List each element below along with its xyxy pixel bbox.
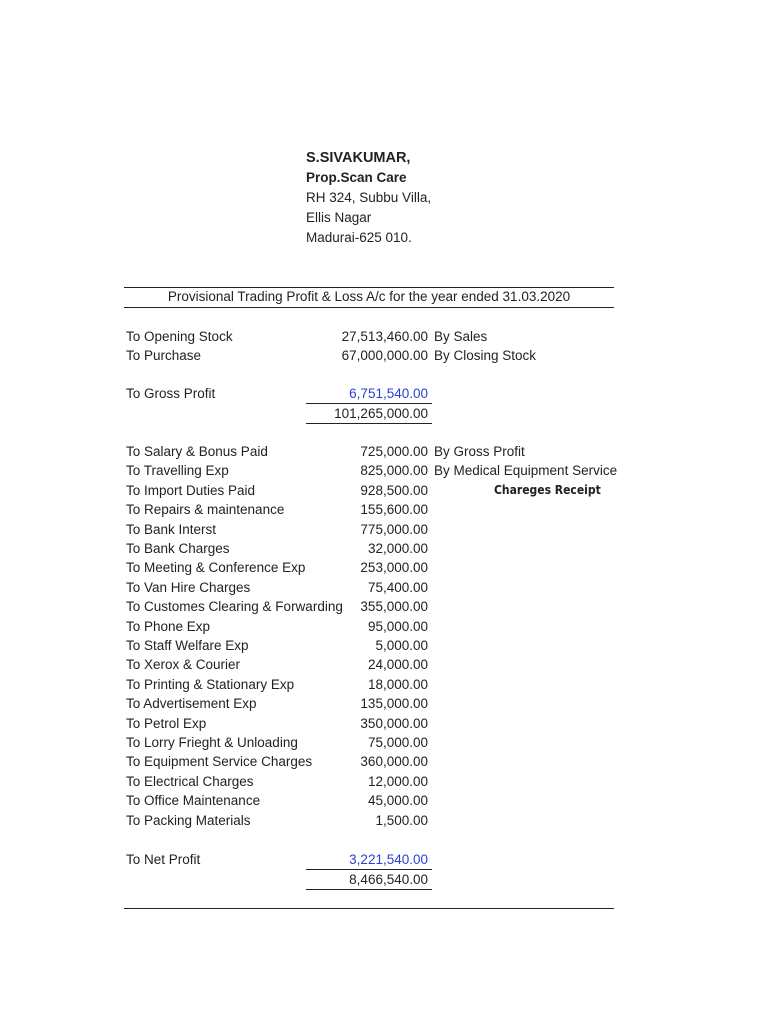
table-row [0,578,768,597]
title-top-rule [124,287,614,288]
table-row [0,327,768,346]
debit-label: To Import Duties Paid [126,483,256,498]
debit-amount: 135,000.00 [360,696,428,711]
table-row [0,481,768,500]
table-row [0,442,768,461]
debit-amount: 95,000.00 [367,619,428,634]
table-row [0,694,768,713]
debit-label: To Lorry Frieght & Unloading [126,735,298,750]
debit-amount: 32,000.00 [367,541,428,556]
table-row [0,520,768,539]
debit-label: To Bank Charges [126,541,230,556]
debit-amount: 75,400.00 [367,580,428,595]
debit-amount: 360,000.00 [360,754,428,769]
debit-amount: 67,000,000.00 [341,348,428,363]
debit-amount: 155,600.00 [360,502,428,517]
debit-label: To Salary & Bonus Paid [126,444,268,459]
credit-label: By Sales [434,329,488,344]
trading-total-row [0,404,768,423]
credit-label: By Medical Equipment Service [434,463,618,478]
footer-rule [124,908,614,909]
table-row [0,752,768,771]
debit-label: To Equipment Service Charges [126,754,313,769]
debit-label: To Van Hire Charges [126,580,251,595]
table-row [0,675,768,694]
table-row [0,597,768,616]
firm-name: Prop.Scan Care [306,170,407,185]
debit-label: To Meeting & Conference Exp [126,560,306,575]
gross-profit-amount: 6,751,540.00 [349,386,428,401]
debit-amount: 725,000.00 [360,444,428,459]
address-line-2: Ellis Nagar [306,210,372,225]
debit-amount: 45,000.00 [367,793,428,808]
table-row [0,539,768,558]
table-row [0,714,768,733]
debit-amount: 5,000.00 [375,638,428,653]
debit-label: To Phone Exp [126,619,211,634]
debit-label: To Packing Materials [126,813,251,828]
table-row [0,500,768,519]
debit-label: To Xerox & Courier [126,657,241,672]
debit-label: To Repairs & maintenance [126,502,285,517]
table-row [0,811,768,830]
debit-amount: 24,000.00 [367,657,428,672]
table-row [0,733,768,752]
debit-amount: 75,000.00 [367,735,428,750]
debit-label: To Opening Stock [126,329,233,344]
total-bottom-rule [306,889,432,890]
table-row [0,617,768,636]
letterhead [306,148,431,248]
debit-amount: 27,513,460.00 [341,329,428,344]
debit-label: To Customes Clearing & Forwarding [126,599,343,614]
pl-total-amount: 8,466,540.00 [349,872,428,887]
title-bottom-rule [124,307,614,308]
pl-total-row [0,870,768,889]
credit-label: By Closing Stock [434,348,537,363]
debit-amount: 350,000.00 [360,716,428,731]
debit-amount: 12,000.00 [367,774,428,789]
net-profit-amount: 3,221,540.00 [349,852,428,867]
table-row [0,346,768,365]
debit-amount: 253,000.00 [360,560,428,575]
debit-label: To Purchase [126,348,202,363]
debit-label: To Bank Interst [126,522,217,537]
debit-label: To Advertisement Exp [126,696,257,711]
table-row [0,655,768,674]
address-line-1: RH 324, Subbu Villa, [306,190,432,205]
credit-label: By Gross Profit [434,444,525,459]
table-row [0,461,768,480]
debit-label: To Printing & Stationary Exp [126,677,295,692]
debit-label: To Staff Welfare Exp [126,638,249,653]
debit-amount: 18,000.00 [367,677,428,692]
debit-amount: 355,000.00 [360,599,428,614]
debit-amount: 775,000.00 [360,522,428,537]
debit-label: To Office Maintenance [126,793,261,808]
total-bottom-rule [306,423,432,424]
debit-label: To Net Profit [126,852,201,867]
gross-profit-row [0,384,768,403]
debit-label: To Electrical Charges [126,774,254,789]
credit-label-continued: Chareges Receipt [494,483,601,497]
debit-amount: 1,500.00 [375,813,428,828]
debit-amount: 928,500.00 [360,483,428,498]
debit-label: To Petrol Exp [126,716,207,731]
debit-amount: 825,000.00 [360,463,428,478]
table-row [0,636,768,655]
table-row [0,772,768,791]
net-profit-row [0,850,768,869]
statement-title: Provisional Trading Profit & Loss A/c for the year ended 31.03.2020 [167,289,571,304]
address-line-3: Madurai-625 010. [306,230,412,245]
table-row [0,791,768,810]
proprietor-name: S.SIVAKUMAR, [306,150,411,166]
debit-label: To Gross Profit [126,386,216,401]
table-row [0,558,768,577]
trading-total-amount: 101,265,000.00 [334,406,428,421]
debit-label: To Travelling Exp [126,463,229,478]
